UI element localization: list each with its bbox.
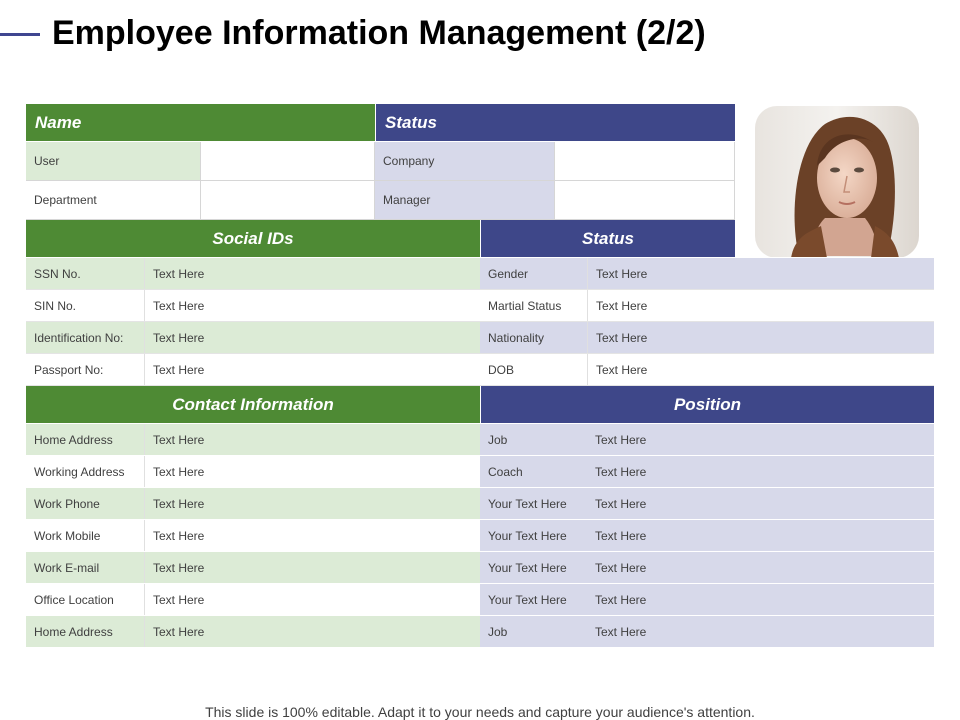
row-label: Job [480, 616, 587, 647]
row-label: SIN No. [26, 290, 144, 321]
table-row [26, 456, 934, 488]
table-row [26, 142, 735, 181]
row-value[interactable]: Text Here [587, 520, 934, 551]
row-value[interactable]: Text Here [587, 616, 934, 647]
name-status-header [26, 104, 735, 142]
row-value[interactable]: Text Here [144, 488, 480, 519]
row-label: Your Text Here [480, 552, 587, 583]
row-value[interactable]: Text Here [587, 354, 934, 385]
table-row [26, 520, 934, 552]
row-label: Home Address [26, 424, 144, 455]
row-value[interactable]: Text Here [587, 456, 934, 487]
contact-information-header: Contact Information [26, 386, 480, 423]
row-value[interactable]: Text Here [144, 354, 480, 385]
table-row [26, 552, 934, 584]
social-ids-header: Social IDs [26, 220, 480, 257]
table-row [26, 584, 934, 616]
row-value[interactable]: Text Here [144, 552, 480, 583]
table-row [26, 290, 934, 322]
row-label: SSN No. [26, 258, 144, 289]
page-title: Employee Information Management (2/2) [52, 14, 706, 52]
row-value[interactable]: Text Here [144, 456, 480, 487]
table-row [26, 424, 934, 456]
row-label: Passport No: [26, 354, 144, 385]
row-label: Office Location [26, 584, 144, 615]
row-value[interactable]: Text Here [144, 322, 480, 353]
name-header: Name [26, 104, 375, 141]
title-accent-bar [0, 33, 40, 36]
row-label: User [26, 142, 201, 180]
row-value[interactable]: Text Here [587, 424, 934, 455]
row-value[interactable]: Text Here [587, 322, 934, 353]
table-row [26, 322, 934, 354]
row-label: Working Address [26, 456, 144, 487]
position-header: Position [480, 386, 934, 423]
row-value[interactable]: Text Here [587, 552, 934, 583]
row-label: Department [26, 181, 201, 219]
row-label: Martial Status [480, 290, 587, 321]
row-label: Manager [375, 181, 555, 219]
row-value[interactable]: Text Here [587, 290, 934, 321]
row-label: Work Phone [26, 488, 144, 519]
row-value[interactable]: Text Here [587, 488, 934, 519]
contact-position-table [26, 386, 934, 648]
row-label: Company [375, 142, 555, 180]
row-value[interactable] [555, 181, 735, 219]
table-row [26, 181, 735, 220]
row-label: Your Text Here [480, 520, 587, 551]
row-label: Home Address [26, 616, 144, 647]
row-value[interactable]: Text Here [144, 584, 480, 615]
row-label: Work Mobile [26, 520, 144, 551]
row-value[interactable]: Text Here [587, 584, 934, 615]
status-header: Status [480, 220, 735, 257]
row-label: Gender [480, 258, 587, 289]
row-label: Your Text Here [480, 584, 587, 615]
table-row [26, 488, 934, 520]
row-label: Identification No: [26, 322, 144, 353]
row-value[interactable]: Text Here [144, 290, 480, 321]
footer-note: This slide is 100% editable. Adapt it to your needs and capture your audience's attention. [205, 704, 755, 720]
row-label: Work E-mail [26, 552, 144, 583]
row-value[interactable]: Text Here [144, 520, 480, 551]
table-row [26, 354, 934, 386]
row-label: Job [480, 424, 587, 455]
name-status-table [26, 104, 735, 220]
row-value[interactable]: Text Here [144, 258, 480, 289]
contact-position-header-row [26, 386, 934, 424]
row-value[interactable]: Text Here [144, 424, 480, 455]
social-ids-table [26, 220, 934, 386]
row-label: Coach [480, 456, 587, 487]
table-row [26, 616, 934, 648]
row-label: Nationality [480, 322, 587, 353]
row-value[interactable]: Text Here [587, 258, 934, 289]
row-value[interactable]: Text Here [144, 616, 480, 647]
social-ids-header-row [26, 220, 934, 258]
table-row [26, 258, 934, 290]
row-label: DOB [480, 354, 587, 385]
row-value[interactable] [201, 142, 375, 180]
row-label: Your Text Here [480, 488, 587, 519]
status-header: Status [375, 104, 735, 141]
row-value[interactable] [555, 142, 735, 180]
row-value[interactable] [201, 181, 375, 219]
